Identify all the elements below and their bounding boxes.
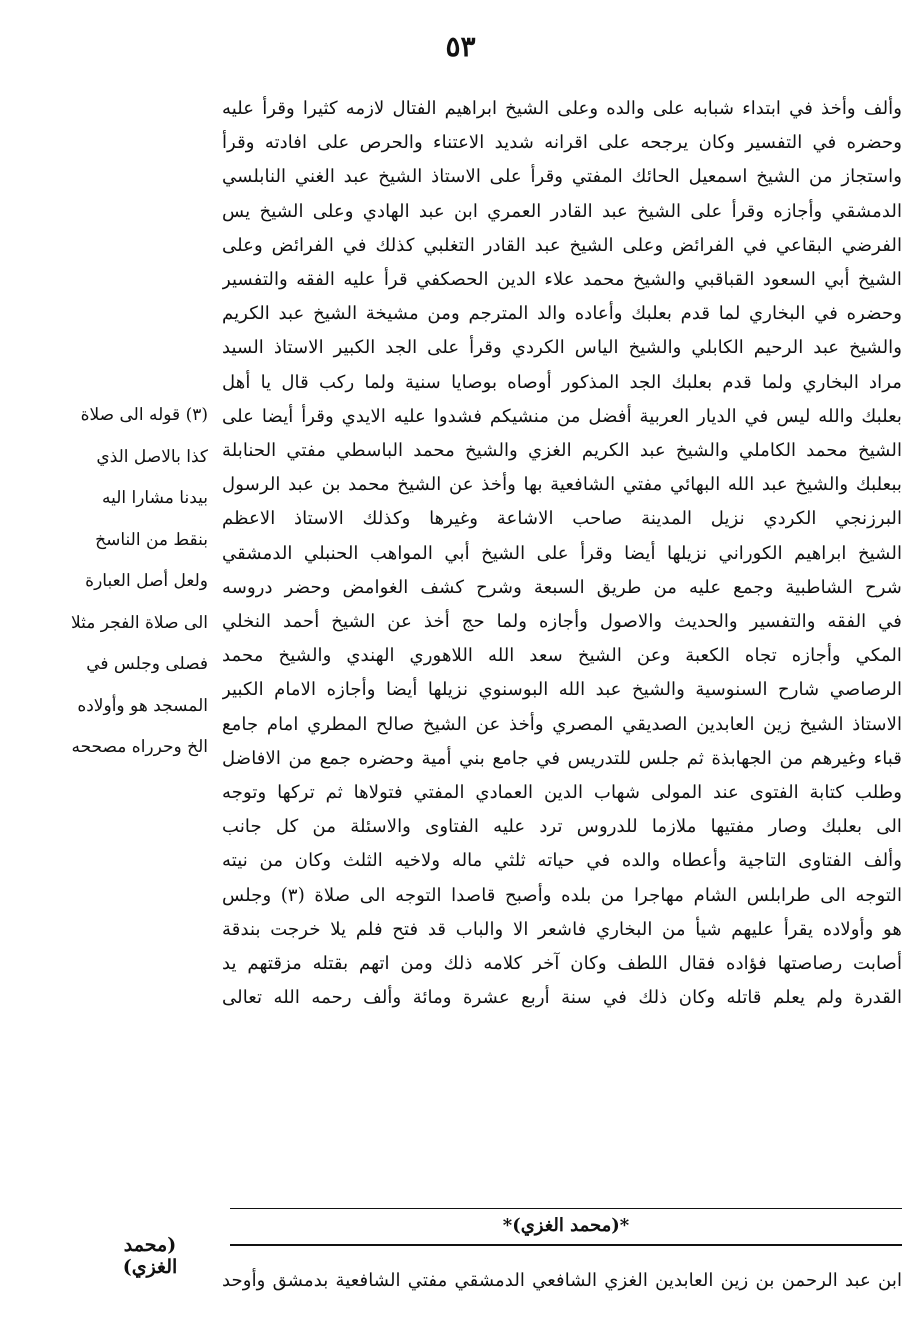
text-line: مراد البخاري ولما قدم بعلبك الجد المذكور أوصاه بوصايا سنية ولما ركب قال يا أهل xyxy=(222,371,902,393)
margin-note-line: فصلى وجلس في xyxy=(86,654,208,674)
main-text-block xyxy=(222,92,902,1015)
page-number: ٥٣ xyxy=(445,30,476,63)
text-line: الشيخ محمد الكاملي والشيخ عبد الكريم الغزي والشيخ محمد الباسطي مفتي الحنابلة xyxy=(222,440,902,462)
margin-note-line: (٣) قوله الى صلاة xyxy=(80,405,208,425)
margin-note-line: الى صلاة الفجر مثلا xyxy=(70,612,208,633)
section-rule-bottom xyxy=(230,1244,902,1246)
text-line: قباء وغيرهم من الجهابذة ثم جلس للتدريس في جامع بني أمية وحضره جمع من الافاضل xyxy=(222,747,902,769)
text-line: في الفقه والتفسير والحديث والاصول وأجازه ولما حج أخذ عن الشيخ أحمد النخلي xyxy=(222,611,902,633)
text-line: التوجه الى طرابلس الشام مهاجرا من بلده وأصبح قاصدا التوجه الى صلاة (٣) وجلس xyxy=(222,884,902,906)
margin-note-line: بيدنا مشارا اليه xyxy=(101,488,208,508)
text-line: وطلب كتابة الفتوى عند المولى شهاب الدين العمادي المفتي فتولاها ثم تركها وتوجه xyxy=(222,782,902,804)
text-line: وحضره في التفسير وكان يرجحه على اقرانه شديد الاعتناء والحرص على افادته وقرأ xyxy=(222,132,902,154)
text-line: وحضره في البخاري لما قدم بعلبك وأعاده والد المترجم ومن مشيخة الشيخ عبد الكريم xyxy=(222,303,902,325)
margin-note-line: كذا بالاصل الذي xyxy=(96,446,208,467)
text-line: الشيخ ابراهيم الكوراني نزيلها أيضا وقرأ على الشيخ أبي المواهب الحنبلي الدمشقي xyxy=(222,542,902,564)
section-heading: *(محمد الغزي)* xyxy=(502,1215,630,1236)
margin-name-label: (محمد الغزي) xyxy=(122,1234,178,1278)
margin-note-line: بنقط من الناسخ xyxy=(95,529,208,550)
text-line: الفرضي البقاعي في الفرائض وعلى الشيخ عبد القادر التغلبي كذلك في الفرائض وعلى xyxy=(222,234,902,256)
text-line: والشيخ عبد الرحيم الكابلي والشيخ الياس الكردي وقرأ على الجد الكبير الاستاذ السيد xyxy=(222,337,902,359)
text-line-continuation: ابن عبد الرحمن بن زين العابدين الغزي الشافعي الدمشقي مفتي الشافعية بدمشق وأوحد xyxy=(222,1270,902,1291)
text-line: المكي وأجازه تجاه الكعبة وعن الشيخ سعد الله اللاهوري الهندي والشيخ محمد xyxy=(222,645,902,667)
text-line: بعلبك والله ليس في الديار العربية أفضل من منشيكم فشدوا عليه الايدي وقرأ أيضا على xyxy=(222,405,902,427)
text-line: وألف وأخذ في ابتداء شبابه على والده وعلى الشيخ ابراهيم الفتال لازمه كثيرا وقرأ عليه xyxy=(222,98,902,119)
text-line: الدمشقي وأجازه وقرأ على الشيخ عبد القادر العمري ابن عبد الهادي وعلى الشيخ يس xyxy=(222,200,902,222)
text-line: واستجاز من الشيخ اسمعيل الحائك المفتي وقرأ على الاستاذ الشيخ عبد الغني النابلسي xyxy=(222,166,902,188)
margin-note-line: الخ وحرراه مصححه xyxy=(71,737,208,757)
text-line: ببعلبك والشيخ عبد الله البهائي مفتي الشافعية بها وأخذ عن الشيخ محمد بن عبد الرسول xyxy=(222,474,902,496)
margin-footnote xyxy=(28,395,208,769)
text-line: القدرة ولم يعلم قاتله وكان ذلك في سنة أربع عشرة ومائة وألف رحمه الله تعالى xyxy=(222,987,902,1009)
text-line: الشيخ أبي السعود القباقبي والشيخ محمد علاء الدين الحصكفي قرأ عليه الفقه والتفسير xyxy=(222,269,902,291)
text-line: البرزنجي الكردي نزيل المدينة صاحب الاشاعة وغيرها وكذلك الاستاذ الاعظم xyxy=(222,508,902,530)
text-line: شرح الشاطبية وجمع عليه من طريق السبعة وشرح كشف الغوامض وحضر دروسه xyxy=(222,576,902,598)
text-line: الى بعلبك وصار مفتيها ملازما للدروس ترد عليه الفتاوى والاسئلة من كل جانب xyxy=(222,816,902,838)
text-line: أصابت رصاصتها فؤاده فقال اللطف وكان آخر كلامه ذلك ومن اتهم بقتله مزقتهم يد xyxy=(222,953,902,975)
margin-note-line: ولعل أصل العبارة xyxy=(85,571,208,591)
text-line: هو وأولاده يقرأ عليهم شيأ من البخاري فاشعر الا والباب قد فتح فلم يلا خرجت بندقة xyxy=(222,918,902,940)
text-line: الاستاذ الشيخ زين العابدين الصديقي المصري وأخذ عن الشيخ صالح المطري امام جامع xyxy=(222,713,902,735)
text-line: وألف الفتاوى التاجية وأعطاه والده في حياته ثلثي ماله ولاخيه الثلث وكان من نيته xyxy=(222,850,902,872)
text-line: الرصاصي شارح السنوسية والشيخ عبد الله البوسنوي نزيلها أيضا وأجازه الامام الكبير xyxy=(222,679,902,701)
margin-note-line: المسجد هو وأولاده xyxy=(77,695,208,716)
